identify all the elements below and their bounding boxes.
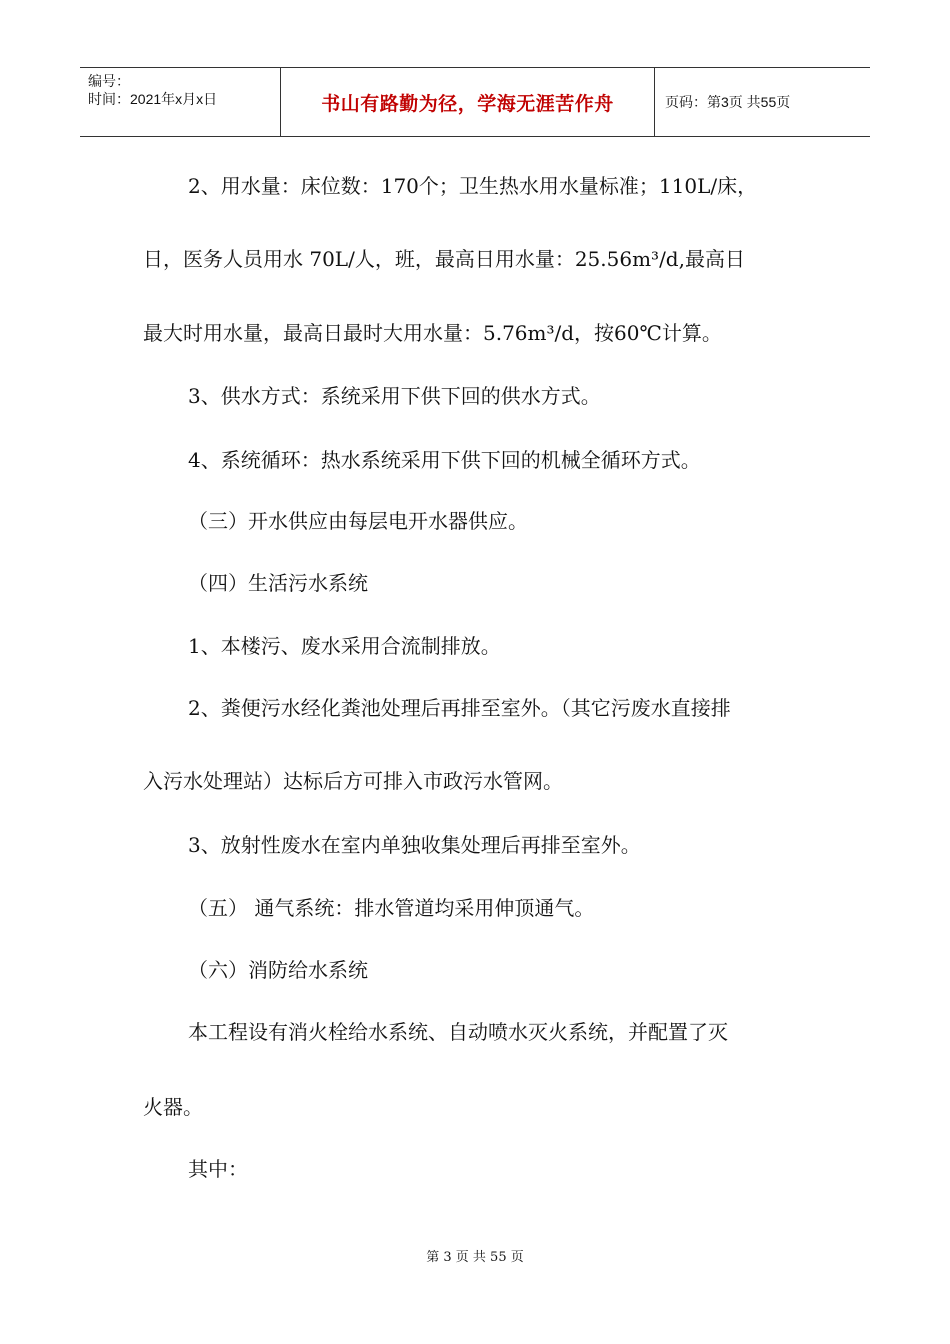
- document-number-label: 编号：: [88, 73, 130, 89]
- body-line-6: （三）开水供应由每层电开水器供应。: [188, 509, 528, 533]
- body-line-12: （五） 通气系统：排水管道均采用伸顶通气。: [188, 896, 595, 920]
- body-line-10: 入污水处理站）达标后方可排入市政污水管网。: [143, 769, 563, 793]
- document-date-label: 时间：2021年x月x日: [88, 91, 218, 107]
- page-footer: 第 3 页 共 55 页: [426, 1250, 524, 1265]
- header-meta: [80, 68, 281, 136]
- body-line-11: 3、放射性废水在室内单独收集处理后再排至室外。: [188, 833, 641, 857]
- header-page-number: 页码：第3页 共55页: [665, 94, 791, 110]
- body-line-8: 1、本楼污、废水采用合流制排放。: [188, 634, 501, 658]
- body-line-15: 火器。: [143, 1095, 203, 1119]
- header-motto: 书山有路勤为径，学海无涯苦作舟: [281, 68, 655, 136]
- body-line-5: 4、系统循环：热水系统采用下供下回的机械全循环方式。: [188, 448, 701, 472]
- body-line-13: （六）消防给水系统: [188, 958, 368, 982]
- body-line-7: （四）生活污水系统: [188, 571, 368, 595]
- body-line-16: 其中：: [188, 1157, 248, 1181]
- body-line-2: 日，医务人员用水 70L/人，班，最高日用水量：25.56m³/d,最高日: [143, 247, 745, 271]
- body-line-1: 2、用水量：床位数：170个；卫生热水用水量标准；110L/床，: [188, 174, 758, 198]
- body-line-14: 本工程设有消火栓给水系统、自动喷水灭火系统，并配置了灭: [188, 1020, 728, 1044]
- body-line-9: 2、粪便污水经化粪池处理后再排至室外。（其它污废水直接排: [188, 696, 731, 720]
- body-line-4: 3、供水方式：系统采用下供下回的供水方式。: [188, 384, 601, 408]
- body-line-3: 最大时用水量，最高日最时大用水量：5.76m³/d，按60℃计算。: [143, 321, 722, 345]
- page-header: [80, 67, 870, 137]
